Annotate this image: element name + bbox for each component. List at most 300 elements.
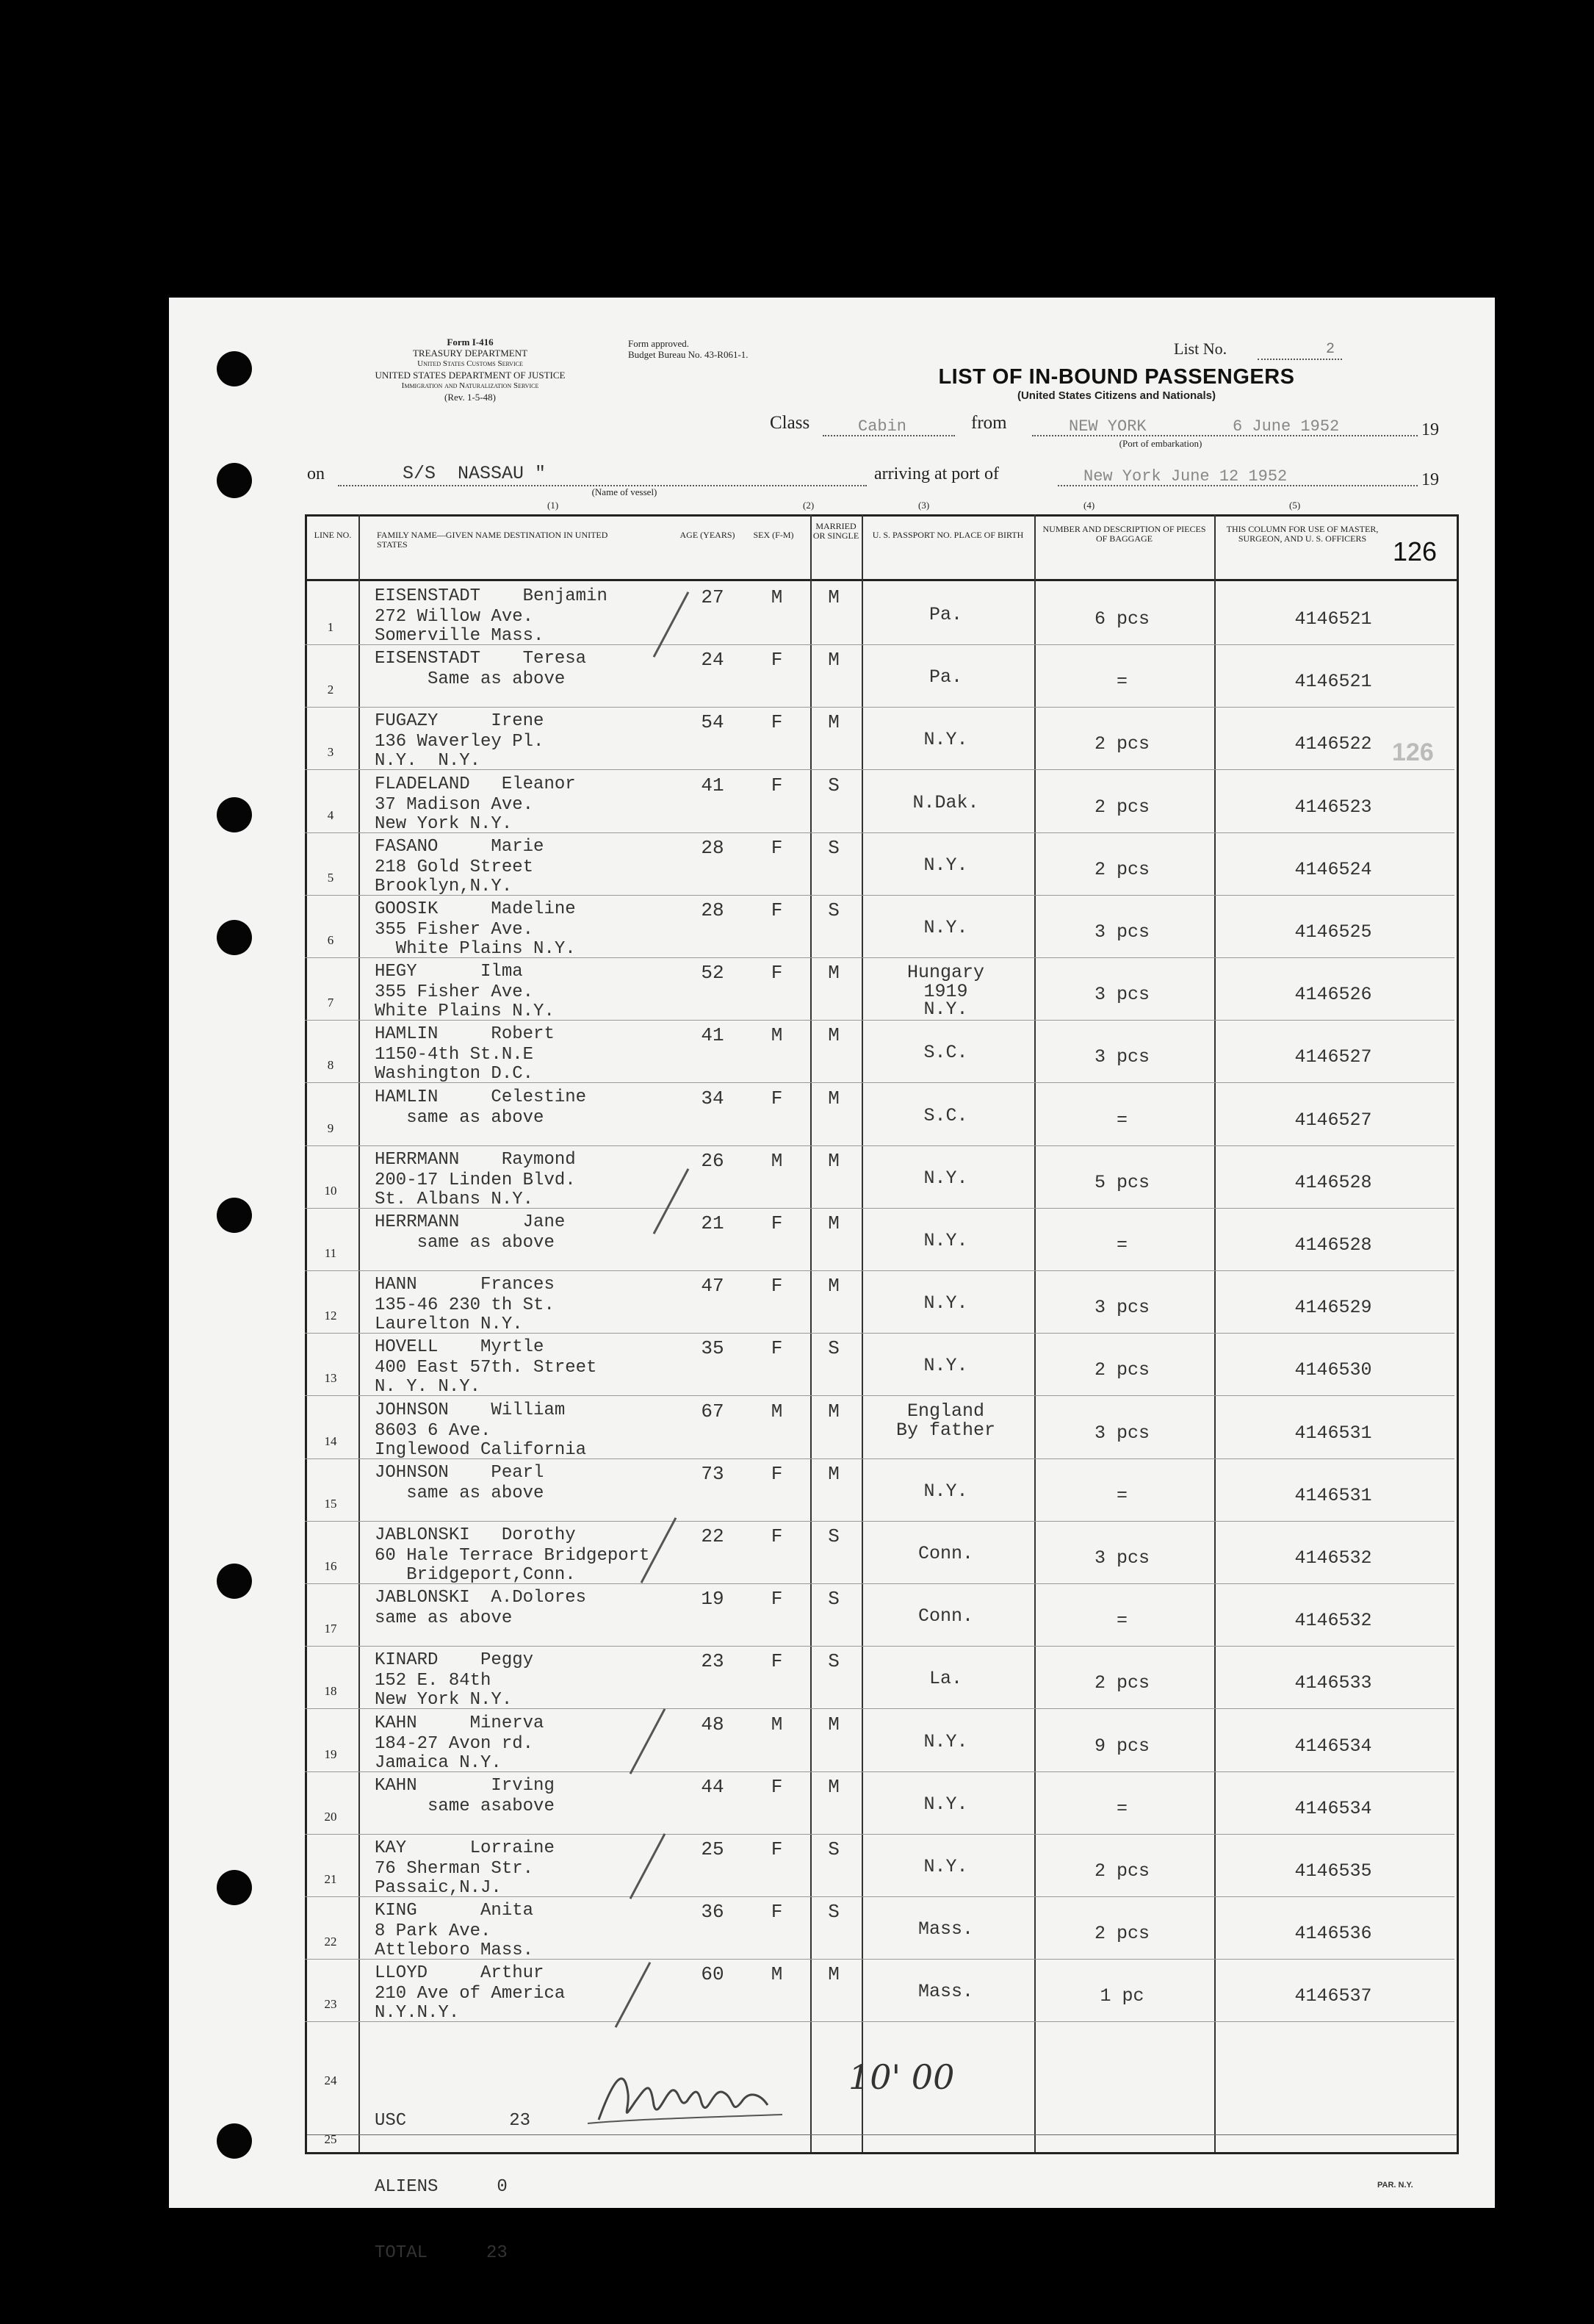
year-suffix: 19 (1421, 420, 1439, 439)
table-row (305, 1020, 1454, 1083)
printer-mark: PAR. N.Y. (1377, 2181, 1413, 2190)
line-number: 8 (327, 1058, 334, 1072)
passenger-marital-status: M (828, 1400, 840, 1422)
passenger-sex: M (771, 1150, 783, 1172)
table-row (305, 1396, 1454, 1459)
place-of-birth: N.Y. (923, 1292, 968, 1314)
place-of-birth: Hungary (906, 962, 985, 983)
place-of-birth: N.Y. (923, 729, 968, 750)
passenger-address: 152 E. 84th (375, 1671, 491, 1691)
officer-number: 4146521 (1294, 671, 1372, 692)
line-number: 6 (327, 933, 334, 947)
passenger-age: 27 (701, 586, 724, 608)
col-sex: SEX (F-M) (753, 530, 794, 540)
place-of-birth: N.Y. (923, 1168, 968, 1189)
aliens-label: ALIENS (375, 2177, 439, 2197)
passenger-sex: F (771, 1212, 783, 1234)
baggage-pieces: 2 pcs (1094, 1860, 1150, 1882)
year-suffix-2: 19 (1421, 470, 1439, 489)
passenger-city: St. Albans N.Y. (375, 1190, 534, 1209)
table-row (305, 707, 1454, 770)
line-number: 5 (327, 871, 334, 885)
passenger-name: KINARD Peggy (375, 1650, 534, 1670)
table-row (305, 1521, 1454, 1584)
table-row (305, 582, 1454, 645)
officer-number: 4146534 (1294, 1798, 1372, 1819)
passenger-address: 135-46 230 th St. (375, 1295, 555, 1315)
line-number: 15 (324, 1497, 337, 1511)
passenger-sex: F (771, 837, 783, 859)
table-row (305, 1583, 1454, 1647)
place-of-birth: N.Y. (923, 917, 968, 938)
place-of-birth-note: 1919 (923, 981, 968, 1002)
arriving-label: arriving at port of (874, 464, 999, 483)
passenger-marital-status: M (828, 1713, 840, 1735)
passenger-name: EISENSTADT Benjamin (375, 586, 607, 606)
binder-hole (217, 1198, 252, 1233)
vessel-name: S/S NASSAU " (403, 463, 547, 484)
passenger-city: Somerville Mass. (375, 626, 544, 646)
passenger-age: 36 (701, 1901, 724, 1923)
officer-number: 4146523 (1294, 796, 1372, 818)
page-title: LIST OF IN-BOUND PASSENGERS (938, 365, 1295, 389)
officer-number: 4146522 (1294, 733, 1372, 755)
stamp-number: 126 (1392, 738, 1434, 766)
passenger-marital-status: S (828, 774, 840, 796)
passenger-address: 184-27 Avon rd. (375, 1734, 534, 1754)
list-no-label: List No. (1174, 339, 1227, 358)
passenger-city: N.Y. N.Y. (375, 751, 481, 771)
passenger-city: New York N.Y. (375, 1690, 513, 1710)
passenger-name: HERRMANN Raymond (375, 1150, 576, 1170)
table-row (305, 1333, 1454, 1396)
budget-bureau: Budget Bureau No. 43-R061-1. (628, 349, 749, 360)
place-of-birth: N.Y. (923, 1856, 968, 1877)
from-value: NEW YORK (1069, 417, 1147, 436)
col-married: MARRIED OR SINGLE (812, 521, 859, 541)
total-label: TOTAL (375, 2243, 428, 2263)
passenger-sex: M (771, 586, 783, 608)
line-number: 1 (327, 620, 334, 634)
passenger-sex: F (771, 899, 783, 921)
baggage-pieces: 3 pcs (1094, 984, 1150, 1005)
passenger-address: 355 Fisher Ave. (375, 982, 534, 1002)
col-passport: U. S. PASSPORT NO. PLACE OF BIRTH (872, 530, 1024, 540)
passenger-address: same as above (375, 1608, 513, 1628)
binder-hole (217, 351, 252, 386)
baggage-pieces: 3 pcs (1094, 1297, 1150, 1318)
class-value: Cabin (858, 417, 907, 436)
passenger-sex: F (771, 1776, 783, 1798)
baggage-pieces: 3 pcs (1094, 1422, 1150, 1444)
line-number: 2 (327, 683, 334, 697)
line-number: 7 (327, 996, 334, 1010)
passenger-age: 41 (701, 1024, 724, 1046)
passenger-name: HAMLIN Celestine (375, 1087, 587, 1107)
title-block (911, 365, 1322, 402)
baggage-pieces: 9 pcs (1094, 1735, 1150, 1757)
passenger-name: JOHNSON William (375, 1400, 566, 1420)
passenger-city: New York N.Y. (375, 814, 513, 834)
place-of-birth: S.C. (923, 1042, 968, 1063)
passenger-age: 26 (701, 1150, 724, 1172)
passenger-sex: F (771, 1525, 783, 1547)
line-number: 14 (324, 1434, 337, 1448)
passenger-sex: F (771, 649, 783, 671)
passenger-city: White Plains N.Y. (375, 1001, 555, 1021)
list-no-value: 2 (1326, 341, 1335, 358)
vessel-note: (Name of vessel) (591, 486, 657, 497)
passenger-age: 60 (701, 1963, 724, 1985)
passenger-address: 37 Madison Ave. (375, 795, 534, 815)
officer-number: 4146537 (1294, 1985, 1372, 2007)
passenger-age: 52 (701, 962, 724, 984)
passenger-address: 272 Willow Ave. (375, 607, 534, 627)
usc-label: USC (375, 2111, 407, 2131)
passenger-sex: F (771, 1901, 783, 1923)
passenger-marital-status: S (828, 1588, 840, 1610)
passenger-city: Bridgeport,Conn. (375, 1565, 576, 1585)
passenger-marital-status: S (828, 1838, 840, 1860)
place-of-birth: Mass. (917, 1981, 973, 2002)
passenger-age: 44 (701, 1776, 724, 1798)
passenger-marital-status: M (828, 1087, 840, 1109)
line-number: 21 (324, 1872, 337, 1886)
passenger-age: 41 (701, 774, 724, 796)
col-num-3: (3) (918, 500, 930, 511)
class-label: Class (770, 413, 810, 433)
place-of-birth: N.Dak. (912, 792, 979, 813)
line-number: 17 (324, 1622, 337, 1636)
passenger-marital-status: M (828, 1776, 840, 1798)
passenger-address: same asabove (375, 1796, 555, 1816)
place-of-birth: Conn. (917, 1605, 973, 1627)
col-num-5: (5) (1289, 500, 1301, 511)
aliens-count: 0 (497, 2177, 508, 2197)
passenger-city: Inglewood California (375, 1440, 587, 1460)
line-number: 24 (324, 2073, 337, 2087)
passenger-address: 218 Gold Street (375, 857, 534, 877)
passenger-age: 54 (701, 711, 724, 733)
totals-block (375, 2066, 530, 2287)
line-number: 25 (324, 2132, 337, 2146)
passenger-address: 1150-4th St.N.E (375, 1045, 534, 1065)
col-baggage: NUMBER AND DESCRIPTION OF PIECES OF BAGGAGE (1042, 524, 1206, 544)
passenger-sex: F (771, 1337, 783, 1359)
passenger-sex: F (771, 1463, 783, 1485)
passenger-address: 76 Sherman Str. (375, 1859, 534, 1879)
passenger-marital-status: M (828, 1212, 840, 1234)
passenger-address: 60 Hale Terrace Bridgeport (375, 1546, 650, 1566)
officer-number: 4146531 (1294, 1485, 1372, 1506)
passenger-city: Washington D.C. (375, 1064, 534, 1084)
passenger-marital-status: M (828, 962, 840, 984)
passenger-city: Attleboro Mass. (375, 1940, 534, 1960)
line-number: 22 (324, 1935, 337, 1949)
baggage-pieces: 2 pcs (1094, 733, 1150, 755)
passenger-marital-status: M (828, 649, 840, 671)
baggage-pieces: 2 pcs (1094, 859, 1150, 880)
passenger-name: FLADELAND Eleanor (375, 774, 576, 794)
passenger-address: 400 East 57th. Street (375, 1358, 597, 1378)
baggage-pieces: 3 pcs (1094, 1547, 1150, 1569)
officer-number: 4146534 (1294, 1735, 1372, 1757)
passenger-name: JOHNSON Pearl (375, 1463, 544, 1483)
baggage-pieces: 3 pcs (1094, 1046, 1150, 1068)
passenger-city: Jamaica N.Y. (375, 1753, 502, 1773)
passenger-sex: M (771, 1400, 783, 1422)
table-row (305, 1834, 1454, 1897)
passenger-sex: F (771, 1275, 783, 1297)
from-label: from (971, 413, 1007, 433)
passenger-age: 73 (701, 1463, 724, 1485)
passenger-sex: F (771, 1588, 783, 1610)
passenger-address: 136 Waverley Pl. (375, 732, 544, 752)
table-row (305, 1145, 1454, 1209)
passenger-age: 28 (701, 837, 724, 859)
table-row (305, 1270, 1454, 1334)
passenger-age: 48 (701, 1713, 724, 1735)
passenger-city: N. Y. N.Y. (375, 1377, 481, 1397)
place-of-birth: Mass. (917, 1918, 973, 1940)
passenger-age: 21 (701, 1212, 724, 1234)
dept-justice: UNITED STATES DEPARTMENT OF JUSTICE (375, 370, 566, 381)
passenger-age: 24 (701, 649, 724, 671)
officer-number: 4146521 (1294, 608, 1372, 630)
usc-count: 23 (509, 2111, 531, 2131)
passenger-city: Passaic,N.J. (375, 1878, 502, 1898)
baggage-pieces: 2 pcs (1094, 796, 1150, 818)
passenger-address: 210 Ave of America (375, 1984, 566, 2004)
passenger-name: KAY Lorraine (375, 1838, 555, 1858)
passenger-name: FASANO Marie (375, 837, 544, 857)
arrival-port: New York June 12 1952 (1083, 467, 1288, 486)
page-number: 126 (1393, 536, 1438, 566)
passenger-marital-status: S (828, 837, 840, 859)
officer-number: 4146535 (1294, 1860, 1372, 1882)
passenger-marital-status: M (828, 1275, 840, 1297)
passenger-sex: F (771, 711, 783, 733)
passenger-marital-status: S (828, 899, 840, 921)
passenger-name: GOOSIK Madeline (375, 899, 576, 919)
passenger-address: same as above (375, 1233, 555, 1253)
passenger-marital-status: M (828, 1150, 840, 1172)
table-row (305, 1959, 1454, 2022)
passenger-name: EISENSTADT Teresa (375, 649, 587, 669)
place-of-birth: Pa. (928, 666, 962, 688)
officer-number: 4146524 (1294, 859, 1372, 880)
dept-treasury-sub: United States Customs Service (417, 359, 523, 368)
page-subtitle: (United States Citizens and Nationals) (1017, 389, 1216, 402)
officer-number: 4146536 (1294, 1923, 1372, 1944)
line-number: 9 (327, 1121, 334, 1135)
from-date: 6 June 1952 (1233, 417, 1340, 436)
line-number: 16 (324, 1559, 337, 1573)
place-of-birth: Conn. (917, 1543, 973, 1564)
passenger-name: HERRMANN Jane (375, 1212, 566, 1232)
baggage-pieces: = (1116, 1610, 1128, 1631)
line-number: 19 (324, 1747, 337, 1761)
passenger-city: N.Y.N.Y. (375, 2003, 460, 2023)
baggage-pieces: 1 pc (1100, 1985, 1144, 2007)
passenger-address: 8 Park Ave. (375, 1921, 491, 1941)
passenger-marital-status: S (828, 1337, 840, 1359)
binder-hole (217, 463, 252, 498)
officer-number: 4146530 (1294, 1359, 1372, 1381)
table-row (305, 832, 1454, 896)
form-approved: Form approved. (628, 338, 690, 349)
place-of-birth: N.Y. (923, 1230, 968, 1251)
table-row (305, 1083, 1454, 1146)
officer-number: 4146532 (1294, 1547, 1372, 1569)
passenger-name: HAMLIN Robert (375, 1024, 555, 1044)
passenger-marital-status: M (828, 586, 840, 608)
passenger-city: Laurelton N.Y. (375, 1314, 523, 1334)
line-number: 12 (324, 1309, 337, 1323)
baggage-pieces: = (1116, 1485, 1128, 1506)
passenger-name: LLOYD Arthur (375, 1963, 544, 1983)
budget-note (628, 338, 749, 360)
passenger-age: 19 (701, 1588, 724, 1610)
table-row (305, 1458, 1454, 1522)
passenger-age: 67 (701, 1400, 724, 1422)
passenger-address: Same as above (375, 669, 566, 689)
binder-hole (217, 920, 252, 955)
col-num-1: (1) (547, 500, 559, 511)
passenger-marital-status: S (828, 1525, 840, 1547)
place-of-birth-extra: N.Y. (923, 999, 968, 1020)
passenger-sex: M (771, 1024, 783, 1046)
baggage-pieces: 2 pcs (1094, 1923, 1150, 1944)
officer-number: 4146525 (1294, 921, 1372, 943)
passenger-marital-status: M (828, 1963, 840, 1985)
revision: (Rev. 1-5-48) (444, 392, 496, 403)
table-row (305, 770, 1454, 833)
passenger-address: 355 Fisher Ave. (375, 920, 534, 940)
passenger-marital-status: M (828, 1463, 840, 1485)
baggage-pieces: = (1116, 671, 1128, 692)
table-row (305, 1709, 1454, 1772)
passenger-marital-status: M (828, 1024, 840, 1046)
officer-number: 4146533 (1294, 1672, 1372, 1694)
place-of-birth: N.Y. (923, 1731, 968, 1752)
port-embark-note: (Port of embarkation) (1119, 438, 1202, 449)
passenger-age: 25 (701, 1838, 724, 1860)
table-row (305, 644, 1454, 708)
officer-number: 4146529 (1294, 1297, 1372, 1318)
passenger-sex: F (771, 1650, 783, 1672)
place-of-birth-note: By father (895, 1420, 996, 1441)
table-row (305, 1646, 1454, 1709)
place-of-birth: N.Y. (923, 1481, 968, 1502)
total-count: 23 (486, 2243, 508, 2263)
line-number: 10 (324, 1184, 337, 1198)
passenger-name: JABLONSKI A.Dolores (375, 1588, 587, 1608)
baggage-pieces: 2 pcs (1094, 1672, 1150, 1694)
header-agencies (323, 337, 617, 403)
line-number: 18 (324, 1684, 337, 1698)
binder-hole (217, 1870, 252, 1905)
passenger-city: White Plains N.Y. (375, 939, 576, 959)
line-number: 11 (324, 1246, 337, 1260)
passenger-sex: F (771, 1838, 783, 1860)
col-num-2: (2) (803, 500, 815, 511)
place-of-birth: N.Y. (923, 1355, 968, 1376)
binder-hole (217, 797, 252, 832)
baggage-pieces: 2 pcs (1094, 1359, 1150, 1381)
col-num-4: (4) (1083, 500, 1095, 511)
officer-number: 4146528 (1294, 1172, 1372, 1193)
dept-treasury: TREASURY DEPARTMENT (412, 348, 528, 359)
passenger-city: Brooklyn,N.Y. (375, 877, 513, 896)
officer-number: 4146527 (1294, 1109, 1372, 1131)
passenger-age: 34 (701, 1087, 724, 1109)
officer-number: 4146532 (1294, 1610, 1372, 1631)
line-number: 13 (324, 1371, 337, 1385)
baggage-pieces: = (1116, 1798, 1128, 1819)
passenger-address: 200-17 Linden Blvd. (375, 1170, 576, 1190)
dept-justice-sub: Immigration and Naturalization Service (401, 381, 539, 390)
officer-number: 4146531 (1294, 1422, 1372, 1444)
passenger-name: HOVELL Myrtle (375, 1337, 544, 1357)
col-line-no: LINE NO. (314, 530, 352, 540)
col-age: AGE (YEARS) (679, 530, 735, 540)
officer-number: 4146526 (1294, 984, 1372, 1005)
place-of-birth: Pa. (928, 604, 962, 625)
place-of-birth: S.C. (923, 1105, 968, 1126)
passenger-sex: M (771, 1963, 783, 1985)
passenger-age: 22 (701, 1525, 724, 1547)
passenger-sex: M (771, 1713, 783, 1735)
passenger-sex: F (771, 774, 783, 796)
passenger-name: HANN Frances (375, 1275, 555, 1295)
table-row (305, 957, 1454, 1021)
place-of-birth: N.Y. (923, 1794, 968, 1815)
passenger-sex: F (771, 1087, 783, 1109)
baggage-pieces: 5 pcs (1094, 1172, 1150, 1193)
passenger-age: 35 (701, 1337, 724, 1359)
officer-number: 4146527 (1294, 1046, 1372, 1068)
table-row (305, 1771, 1454, 1835)
place-of-birth: N.Y. (923, 855, 968, 876)
passenger-name: FUGAZY Irene (375, 711, 544, 731)
on-label: on (307, 464, 325, 483)
line-number: 4 (327, 808, 334, 822)
table-row (305, 1896, 1454, 1960)
passenger-sex: F (771, 962, 783, 984)
form-number: Form I-416 (447, 337, 494, 348)
baggage-pieces: 3 pcs (1094, 921, 1150, 943)
binder-hole (217, 1564, 252, 1599)
table-row (305, 895, 1454, 958)
passenger-age: 47 (701, 1275, 724, 1297)
line-number: 23 (324, 1997, 337, 2011)
passenger-name: JABLONSKI Dorothy (375, 1525, 576, 1545)
place-of-birth: La. (928, 1668, 962, 1689)
col-officers: THIS COLUMN FOR USE OF MASTER, SURGEON, AND U. S. OFFICERS (1226, 524, 1379, 544)
passenger-marital-status: M (828, 711, 840, 733)
place-of-birth: England (906, 1400, 985, 1422)
passenger-marital-status: S (828, 1650, 840, 1672)
baggage-pieces: = (1116, 1234, 1128, 1256)
baggage-pieces: 6 pcs (1094, 608, 1150, 630)
baggage-pieces: = (1116, 1109, 1128, 1131)
passenger-marital-status: S (828, 1901, 840, 1923)
passenger-address: same as above (375, 1108, 544, 1128)
passenger-name: KAHN Minerva (375, 1713, 544, 1733)
passenger-address: 8603 6 Ave. (375, 1421, 491, 1441)
handwritten-annotation: 10' 00 (848, 2057, 955, 2097)
